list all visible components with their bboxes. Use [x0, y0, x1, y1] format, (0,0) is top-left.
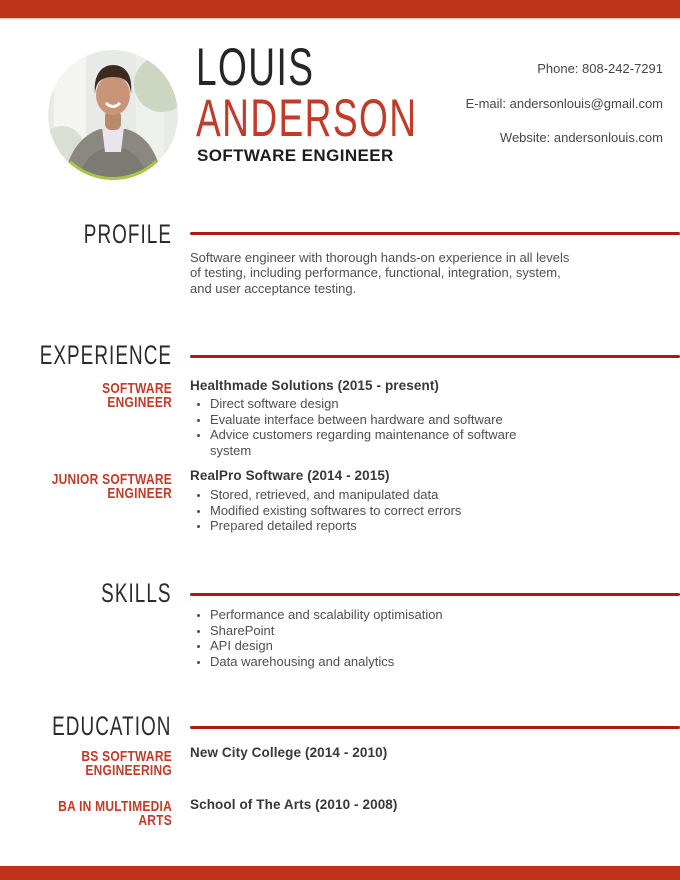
- education-school: New City College (2014 - 2010): [190, 745, 388, 760]
- skill-item: • Data warehousing and analytics: [210, 654, 555, 670]
- first-name: LOUIS: [196, 38, 315, 97]
- skill-item: • API design: [210, 638, 555, 654]
- skills-bullet-list: [188, 607, 555, 669]
- experience-role: SOFTWARE ENGINEER: [102, 380, 172, 411]
- skill-item: • Performance and scalability optimisation: [210, 607, 555, 623]
- experience-bullet: • Stored, retrieved, and manipulated data: [210, 487, 555, 503]
- education-degree: BS SOFTWARE ENGINEERING: [81, 748, 172, 779]
- bottom-accent-bar: [0, 866, 680, 880]
- job-title: SOFTWARE ENGINEER: [197, 146, 394, 165]
- experience-bullet-list: [188, 487, 555, 534]
- education-school: School of The Arts (2010 - 2008): [190, 797, 398, 812]
- section-title-profile: PROFILE: [83, 219, 172, 249]
- last-name: ANDERSON: [196, 89, 418, 148]
- section-title-education: EDUCATION: [52, 711, 172, 741]
- section-divider-education: [190, 726, 680, 729]
- experience-role: JUNIOR SOFTWARE ENGINEER: [51, 471, 173, 502]
- contact-phone: Phone: 808-242-7291: [537, 61, 663, 76]
- experience-bullet: • Advice customers regarding maintenance of software system: [210, 427, 555, 458]
- top-accent-bar: [0, 0, 680, 19]
- experience-bullet-list: [188, 396, 555, 458]
- section-divider-skills: [190, 593, 680, 596]
- profile-photo: [48, 50, 178, 180]
- section-divider-profile: [190, 232, 680, 235]
- experience-bullet: • Evaluate interface between hardware and software: [210, 412, 555, 428]
- portrait-illustration: [48, 50, 178, 180]
- experience-bullet: • Direct software design: [210, 396, 555, 412]
- experience-org: RealPro Software (2014 - 2015): [190, 468, 390, 483]
- education-degree: BA IN MULTIMEDIA ARTS: [58, 798, 173, 829]
- skill-item: • SharePoint: [210, 623, 555, 639]
- experience-bullet: • Modified existing softwares to correct errors: [210, 503, 555, 519]
- contact-email: E-mail: andersonlouis@gmail.com: [465, 95, 663, 111]
- profile-summary: Software engineer with thorough hands-on experience in all levels of testing, including performance, functional, integration, system, and user acceptance testing.: [190, 250, 570, 296]
- contact-block: [466, 52, 663, 156]
- section-title-skills: SKILLS: [101, 578, 172, 608]
- section-divider-experience: [190, 355, 680, 358]
- contact-website: Website: andersonlouis.com: [499, 130, 663, 145]
- experience-bullet: • Prepared detailed reports: [210, 518, 555, 534]
- section-title-experience: EXPERIENCE: [39, 340, 172, 370]
- experience-org: Healthmade Solutions (2015 - present): [190, 378, 440, 393]
